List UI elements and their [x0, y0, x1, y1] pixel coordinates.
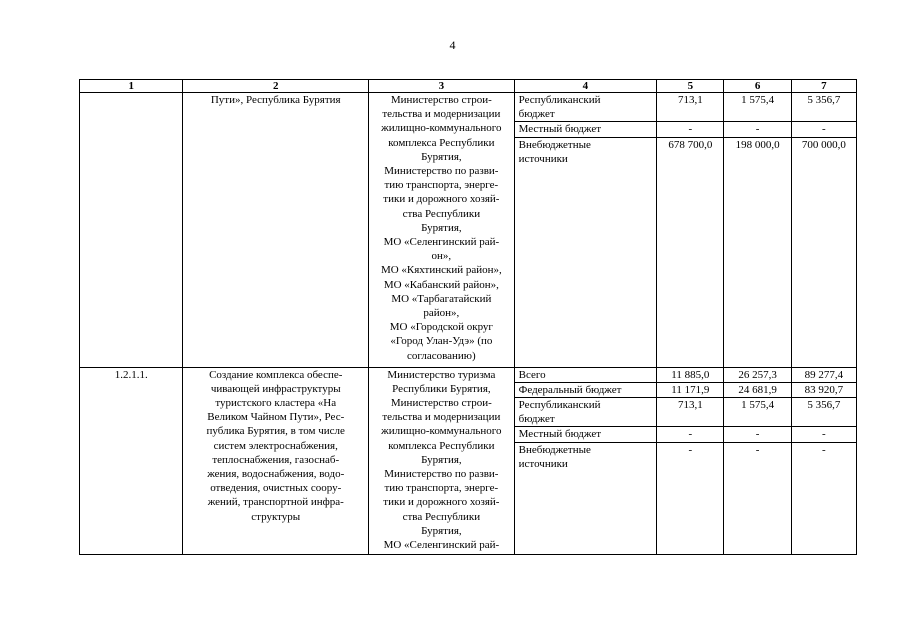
value-col7: 5 356,7 — [791, 93, 856, 122]
value-col5: - — [657, 442, 724, 554]
item-name: Создание комплекса обеспе- чивающей инфраструктуры туристского кластера «На Великом Чайном Пути», Рес- публика Бурятия, в том числе систем электроснабжения, теплоснабжения, газоснаб- жения, водоснабжения, водо- отведения, очистных соору- жений, транспортной инфра- структуры — [183, 367, 369, 554]
value-col6: 198 000,0 — [724, 137, 791, 367]
funding-source: Всего — [514, 367, 657, 382]
funding-source: Федеральный бюджет — [514, 382, 657, 397]
funding-source: Внебюджетные источники — [514, 442, 657, 554]
header-cell-4: 4 — [514, 80, 657, 93]
value-col7: 700 000,0 — [791, 137, 856, 367]
value-col7: 83 920,7 — [791, 382, 856, 397]
value-col5: - — [657, 122, 724, 137]
value-col5: 11 171,9 — [657, 382, 724, 397]
budget-table — [79, 79, 857, 555]
header-cell-5: 5 — [657, 80, 724, 93]
value-col6: 1 575,4 — [724, 93, 791, 122]
value-col5: 678 700,0 — [657, 137, 724, 367]
value-col7: - — [791, 427, 856, 442]
value-col5: 11 885,0 — [657, 367, 724, 382]
funding-source: Республиканский бюджет — [514, 93, 657, 122]
value-col6: 1 575,4 — [724, 398, 791, 427]
value-col5: 713,1 — [657, 398, 724, 427]
header-cell-2: 2 — [183, 80, 369, 93]
value-col6: 24 681,9 — [724, 382, 791, 397]
value-col5: - — [657, 427, 724, 442]
table-row — [80, 367, 857, 382]
table-row — [80, 93, 857, 122]
item-name: Пути», Республика Бурятия — [183, 93, 369, 368]
value-col6: 26 257,3 — [724, 367, 791, 382]
value-col7: - — [791, 122, 856, 137]
header-cell-7: 7 — [791, 80, 856, 93]
item-number: 1.2.1.1. — [80, 367, 183, 554]
item-executors: Министерство строи- тельства и модернизации жилищно-коммунального комплекса Республики Бурятия, Министерство по разви- тию транспорта, энерге- тики и дорожного хозяй- ства Республики Бурятия, МО «Селенгинский рай- он», МО «Кяхтинский район», МО «Кабанский район», МО «Тарбагатайский район», МО «Городской округ «Город Улан-Удэ» (по согласованию) — [369, 93, 515, 368]
value-col6: - — [724, 442, 791, 554]
item-executors: Министерство туризма Республики Бурятия, Министерство строи- тельства и модернизации жилищно-коммунального комплекса Республики Бурятия, Министерство по разви- тию транспорта, энерге- тики и дорожного хозяй- ства Республики Бурятия, МО «Селенгинский рай- — [369, 367, 515, 554]
funding-source: Внебюджетные источники — [514, 137, 657, 367]
funding-source: Местный бюджет — [514, 122, 657, 137]
value-col7: 5 356,7 — [791, 398, 856, 427]
header-cell-6: 6 — [724, 80, 791, 93]
header-cell-1: 1 — [80, 80, 183, 93]
header-cell-3: 3 — [369, 80, 515, 93]
header-row — [80, 80, 857, 93]
page-number: 4 — [449, 38, 456, 52]
funding-source: Республиканский бюджет — [514, 398, 657, 427]
value-col7: 89 277,4 — [791, 367, 856, 382]
value-col5: 713,1 — [657, 93, 724, 122]
item-number — [80, 93, 183, 368]
value-col6: - — [724, 122, 791, 137]
value-col6: - — [724, 427, 791, 442]
funding-source: Местный бюджет — [514, 427, 657, 442]
value-col7: - — [791, 442, 856, 554]
